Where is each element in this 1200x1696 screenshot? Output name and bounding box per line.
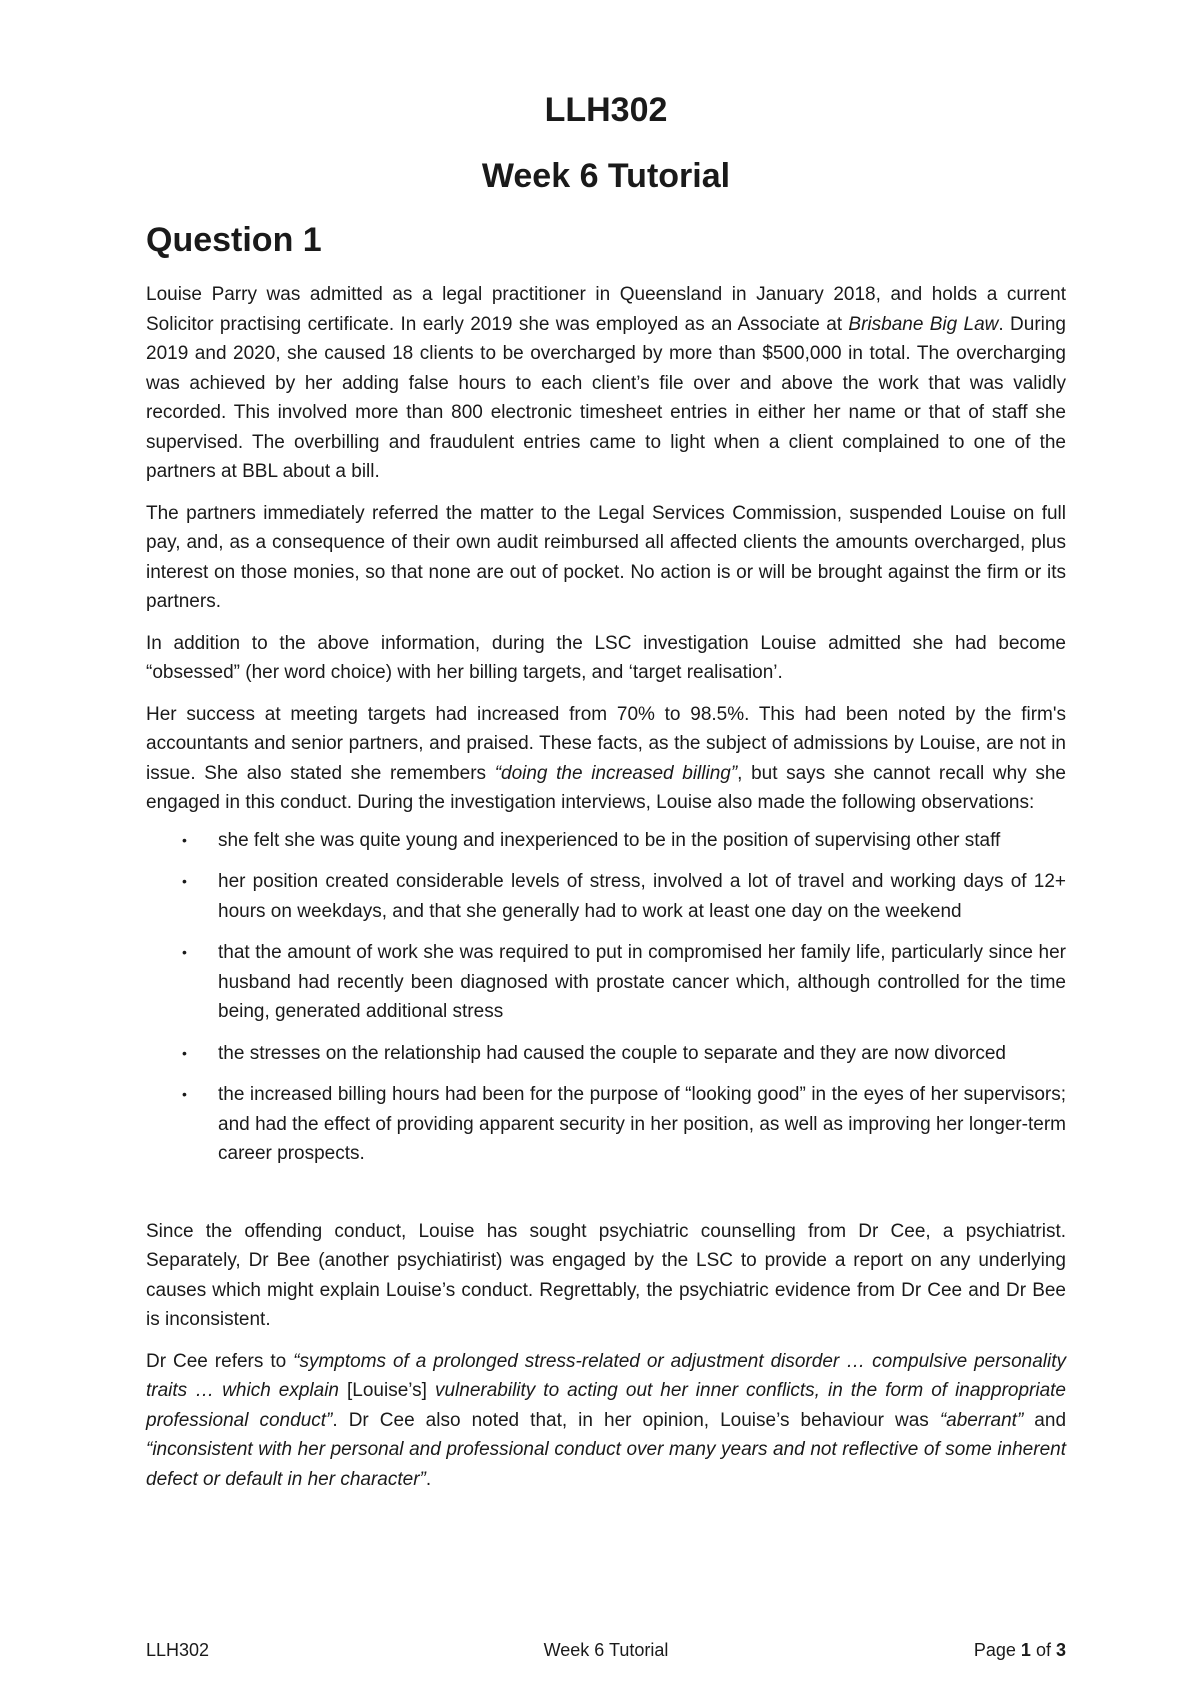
observations-list — [146, 826, 1066, 1169]
firm-name: Brisbane Big Law — [848, 313, 999, 335]
bullet-icon: • — [182, 1086, 187, 1102]
list-item: • that the amount of work she was required to put in compromised her family life, particularly since her husband had recently been diagnosed with prostate cancer which, although controlled for the time being, generated additional stress — [146, 938, 1066, 1027]
page-footer — [146, 1640, 1066, 1661]
bullet-icon: • — [182, 944, 187, 960]
list-item: • she felt she was quite young and inexperienced to be in the position of supervising other staff — [146, 826, 1066, 856]
quote-billing: “doing the increased billing” — [494, 762, 738, 784]
document-body — [146, 88, 1066, 1494]
bullet-icon: • — [182, 873, 187, 889]
list-item: • her position created considerable levels of stress, involved a lot of travel and working days of 12+ hours on weekdays, and that she generally had to work at least one day on the weekend — [146, 867, 1066, 926]
paragraph-psychiatric: Since the offending conduct, Louise has sought psychiatric counselling from Dr Cee, a psychiatrist. Separately, Dr Bee (another psychiatirist) was engaged by the LSC to provide a report on any underlying causes which might explain Louise’s conduct. Regrettably, the psychiatric evidence from Dr Cee and Dr Bee is inconsistent. — [146, 1220, 1066, 1330]
list-item: • the increased billing hours had been for the purpose of “looking good” in the eyes of her supervisors; and had the effect of providing apparent security in her position, as well as improving her longer-term career prospects. — [146, 1080, 1066, 1169]
list-item: • the stresses on the relationship had caused the couple to separate and they are now divorced — [146, 1039, 1066, 1069]
course-title: LLH302 — [544, 91, 668, 129]
paragraph-facts: Louise Parry was admitted as a legal practitioner in Queensland in January 2018, and holds a current Solicitor practising certificate. In early 2019 she was employed as an Associate at Brisbane Big Law. During 2019 and 2020, she caused 18 clients to be overcharged by more than $500,000 in total. The overcharging was achieved by her adding false hours to each client’s file over and above the work that was validly recorded. This involved more than 800 electronic timesheet entries in either her name or that of staff she supervised. The overbilling and fraudulent entries came to light when a client complained to one of the partners at BBL about a bill. — [146, 284, 1066, 482]
question-heading: Question 1 — [146, 221, 322, 259]
page-number: Page 1 of 3 — [973, 1640, 1066, 1660]
paragraph-dr-cee: Dr Cee refers to “symptoms of a prolonged stress-related or adjustment disorder … compulsive personality traits … which explain [Louise’s] vulnerability to acting out her inner conflicts, in the form of inappropriate professional conduct”. Dr Cee also noted that, in her opinion, Louise’s behaviour was “aberrant” and “inconsistent with her personal and professional conduct over many years and not reflective of some inherent defect or default in her character”. — [146, 1350, 1067, 1490]
paragraph-investigation: In addition to the above information, during the LSC investigation Louise admitted she had become “obsessed” (her word choice) with her billing targets, and ‘target realisation’. — [146, 632, 1066, 683]
paragraph-partners: The partners immediately referred the matter to the Legal Services Commission, suspended Louise on full pay, and, as a consequence of their own audit reimbursed all affected clients the amounts overcharged, plus interest on those monies, so that none are out of pocket. No action is or will be brought against the firm or its partners. — [146, 502, 1066, 612]
footer-course: LLH302 — [146, 1640, 210, 1660]
bullet-icon: • — [182, 1044, 187, 1061]
bullet-icon: • — [182, 831, 187, 848]
footer-title: Week 6 Tutorial — [543, 1640, 669, 1660]
week-title: Week 6 Tutorial — [481, 157, 731, 195]
paragraph-targets: Her success at meeting targets had increased from 70% to 98.5%. This had been noted by the firm's accountants and senior partners, and praised. These facts, as the subject of admissions by Louise, are not in issue. She also stated she remembers “doing the increased billing”, but says she cannot recall why she engaged in this conduct. During the investigation interviews, Louise also made the following observations: — [146, 703, 1066, 813]
